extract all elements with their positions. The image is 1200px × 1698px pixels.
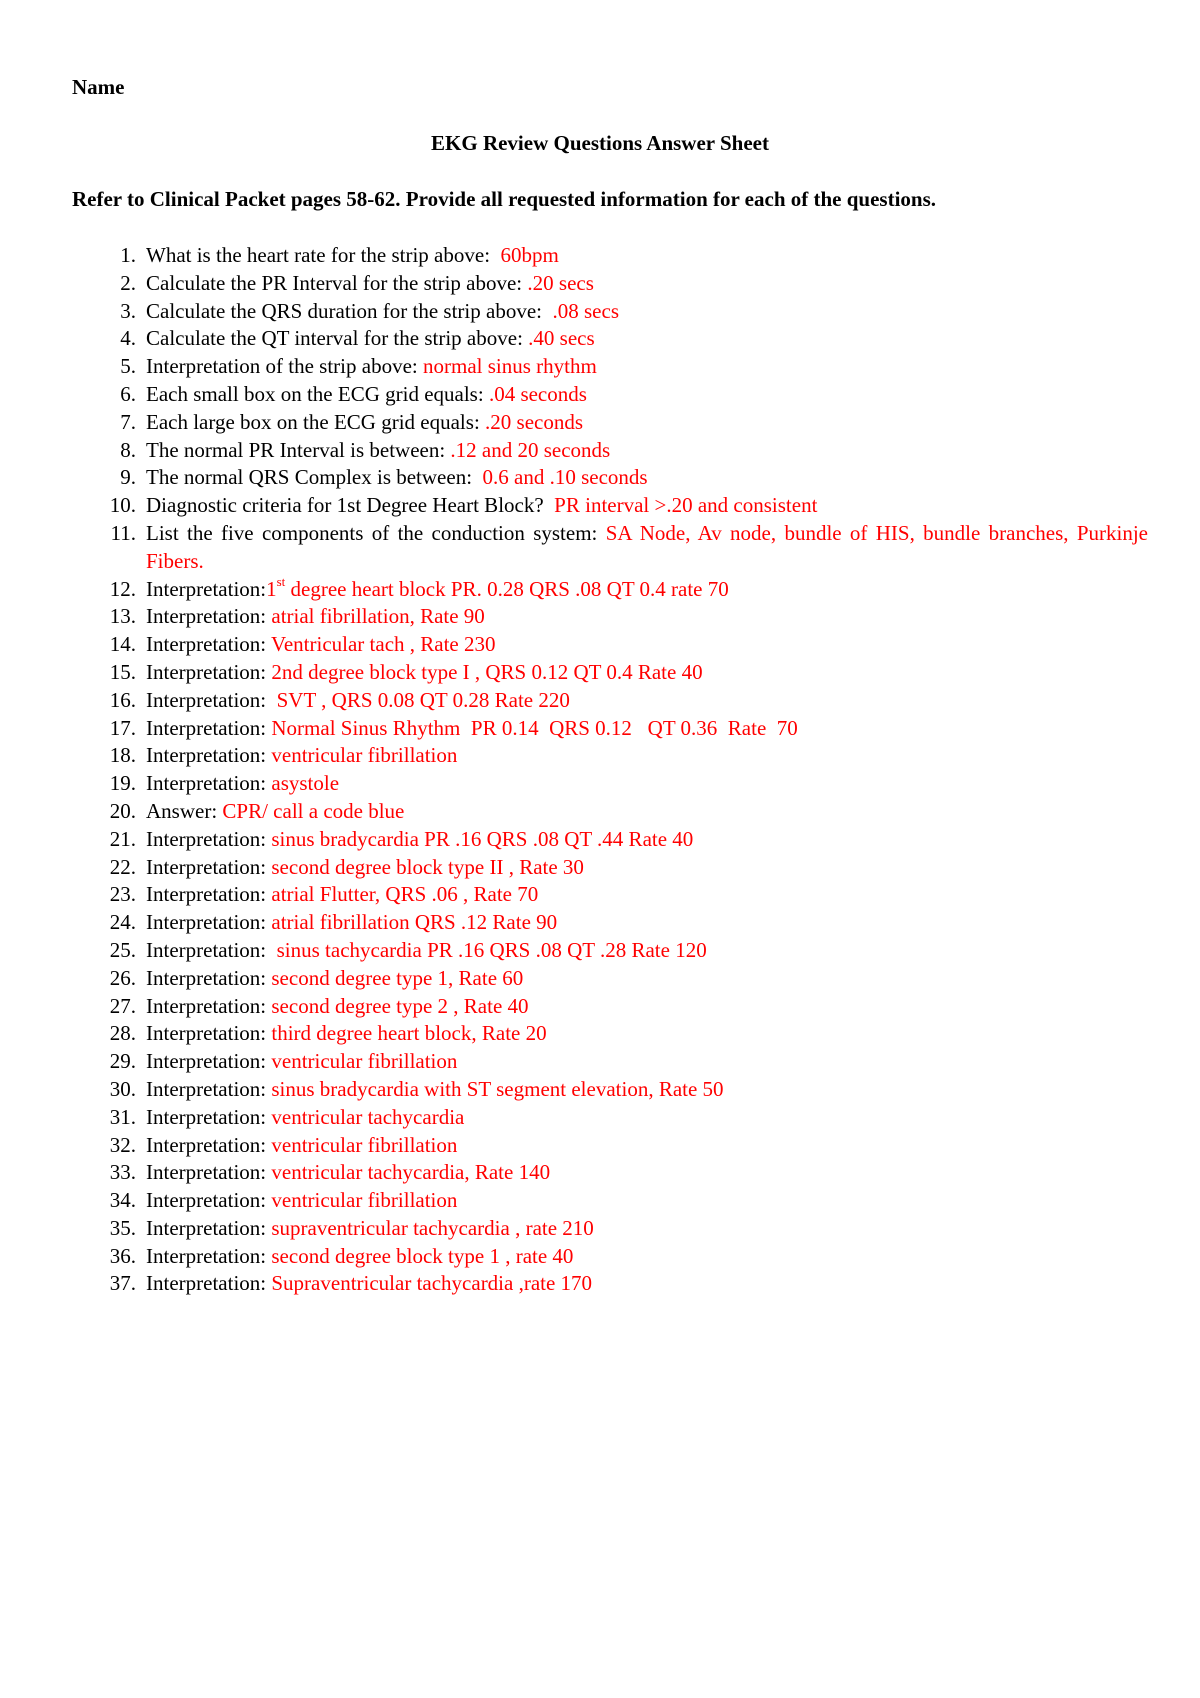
question-text: Calculate the PR Interval for the strip above: xyxy=(146,270,523,295)
item-number: 7. xyxy=(120,409,136,434)
answer-text: second degree type 2 , Rate 40 xyxy=(266,993,529,1018)
question-text: Interpretation: xyxy=(146,882,267,907)
list-item xyxy=(0,298,1200,326)
question-text: List the five components of the conduction system: xyxy=(146,520,598,545)
answer-text: sinus tachycardia PR .16 QRS .08 QT .28 Rate 120 xyxy=(266,937,707,962)
item-body xyxy=(146,326,595,350)
list-item xyxy=(0,1159,1200,1187)
item-body xyxy=(146,299,619,323)
answer-text: PR interval >.20 and consistent xyxy=(543,493,818,518)
answer-text: SVT , QRS 0.08 QT 0.28 Rate 220 xyxy=(266,687,570,712)
question-text: Interpretation: xyxy=(146,937,267,962)
list-item xyxy=(0,659,1200,687)
answer-text: second degree block type II , Rate 30 xyxy=(266,854,584,879)
instructions: Refer to Clinical Packet pages 58-62. Provide all requested information for each of the questions. xyxy=(72,187,937,211)
list-item xyxy=(0,1048,1200,1076)
list-item xyxy=(0,325,1200,353)
item-body xyxy=(146,827,693,851)
answer-text: second degree type 1, Rate 60 xyxy=(266,965,524,990)
item-body xyxy=(146,1216,594,1240)
item-body xyxy=(146,354,597,378)
item-number: 14. xyxy=(109,632,136,657)
list-item xyxy=(0,715,1200,743)
question-answer-list xyxy=(0,242,1200,1298)
answer-text: 1 xyxy=(266,576,277,601)
list-item xyxy=(0,1243,1200,1271)
item-body xyxy=(146,465,648,489)
question-text: Interpretation: xyxy=(146,1188,267,1213)
list-item xyxy=(0,687,1200,715)
list-item xyxy=(0,826,1200,854)
document-title: EKG Review Questions Answer Sheet xyxy=(431,131,769,155)
answer-text: .12 and 20 seconds xyxy=(445,437,611,462)
item-number: 33. xyxy=(109,1160,136,1185)
item-number: 30. xyxy=(109,1076,136,1101)
item-number: 11. xyxy=(110,520,136,545)
question-text: Interpretation: xyxy=(146,826,267,851)
item-body xyxy=(146,573,729,601)
answer-text: 2nd degree block type I , QRS 0.12 QT 0.4 Rate 40 xyxy=(266,659,703,684)
answer-text: ventricular fibrillation xyxy=(266,1132,458,1157)
item-body xyxy=(146,743,457,767)
list-item xyxy=(0,603,1200,631)
answer-text: ventricular tachycardia, Rate 140 xyxy=(266,1160,551,1185)
list-item xyxy=(0,631,1200,659)
item-body xyxy=(146,1133,457,1157)
answer-text: .20 seconds xyxy=(479,409,584,434)
item-body xyxy=(146,994,529,1018)
item-body xyxy=(146,688,570,712)
item-body xyxy=(146,271,594,295)
question-text: Interpretation: xyxy=(146,1076,267,1101)
answer-text: CPR/ call a code blue xyxy=(217,798,405,823)
list-item xyxy=(0,854,1200,882)
item-body xyxy=(146,520,1148,576)
question-text: Interpretation of the strip above: xyxy=(146,354,418,379)
list-item xyxy=(0,270,1200,298)
item-body xyxy=(146,1021,547,1045)
list-item xyxy=(0,353,1200,381)
answer-text: sinus bradycardia with ST segment elevation, Rate 50 xyxy=(266,1076,724,1101)
answer-text: supraventricular tachycardia , rate 210 xyxy=(266,1215,594,1240)
item-number: 13. xyxy=(109,604,136,629)
answer-text: asystole xyxy=(266,771,340,796)
item-body xyxy=(146,493,817,517)
answer-text: Ventricular tach , Rate 230 xyxy=(266,632,496,657)
answer-text: 0.6 and .10 seconds xyxy=(472,465,648,490)
question-text: Interpretation: xyxy=(146,1049,267,1074)
item-number: 16. xyxy=(109,687,136,712)
list-item xyxy=(0,742,1200,770)
answer-text: sinus bradycardia PR .16 QRS .08 QT .44 Rate 40 xyxy=(266,826,694,851)
item-body xyxy=(146,1077,724,1101)
item-body xyxy=(146,716,798,740)
list-item xyxy=(0,437,1200,465)
question-text: Interpretation: xyxy=(146,1021,267,1046)
question-text: Interpretation: xyxy=(146,1243,267,1268)
question-text: Calculate the QRS duration for the strip above: xyxy=(146,298,542,323)
list-item xyxy=(0,1187,1200,1215)
question-text: Diagnostic criteria for 1st Degree Heart Block? xyxy=(146,493,544,518)
answer-text: ventricular tachycardia xyxy=(266,1104,465,1129)
item-number: 23. xyxy=(109,882,136,907)
item-body xyxy=(146,410,583,434)
list-item xyxy=(0,770,1200,798)
item-body xyxy=(146,243,559,267)
item-body xyxy=(146,1160,550,1184)
question-text: Interpretation: xyxy=(146,1132,267,1157)
item-body xyxy=(146,438,610,462)
list-item xyxy=(0,242,1200,270)
item-number: 19. xyxy=(109,771,136,796)
item-body xyxy=(146,910,557,934)
answer-text: Normal Sinus Rhythm PR 0.14 QRS 0.12 QT 0.36 Rate 70 xyxy=(266,715,798,740)
item-number: 21. xyxy=(109,826,136,851)
list-item xyxy=(0,798,1200,826)
item-number: 5. xyxy=(120,354,136,379)
item-number: 18. xyxy=(109,743,136,768)
item-number: 4. xyxy=(120,326,136,351)
answer-text: atrial fibrillation QRS .12 Rate 90 xyxy=(266,910,558,935)
question-text: Interpretation: xyxy=(146,1215,267,1240)
list-item xyxy=(0,937,1200,965)
item-body xyxy=(146,632,496,656)
item-body xyxy=(146,1244,573,1268)
question-text: Interpretation: xyxy=(146,715,267,740)
answer-text: SA Node, Av node, bundle of HIS, bundle branches, Purkinje Fibers. xyxy=(146,520,1149,573)
question-text: Interpretation: xyxy=(146,604,267,629)
item-number: 6. xyxy=(120,381,136,406)
answer-text: ventricular fibrillation xyxy=(266,743,458,768)
question-text: Interpretation: xyxy=(146,965,267,990)
question-text: Interpretation: xyxy=(146,771,267,796)
list-item xyxy=(0,965,1200,993)
question-text: Interpretation: xyxy=(146,743,267,768)
item-number: 25. xyxy=(109,937,136,962)
answer-superscript: st xyxy=(276,573,286,589)
item-number: 32. xyxy=(109,1132,136,1157)
answer-text: 60bpm xyxy=(490,243,559,267)
list-item xyxy=(0,881,1200,909)
item-body xyxy=(146,1105,464,1129)
list-item xyxy=(0,1104,1200,1132)
item-number: 24. xyxy=(109,910,136,935)
item-body xyxy=(146,1188,457,1212)
item-number: 12. xyxy=(109,576,136,601)
item-body xyxy=(146,855,584,879)
item-number: 31. xyxy=(109,1104,136,1129)
answer-text: ventricular fibrillation xyxy=(266,1049,458,1074)
item-body xyxy=(146,1049,457,1073)
item-number: 1. xyxy=(120,243,136,267)
question-text: Each small box on the ECG grid equals: xyxy=(146,381,484,406)
answer-text-continued: degree heart block PR. 0.28 QRS .08 QT 0.4 rate 70 xyxy=(285,576,729,601)
question-text: Interpretation: xyxy=(146,632,267,657)
item-body xyxy=(146,382,587,406)
item-number: 15. xyxy=(109,659,136,684)
list-item xyxy=(0,492,1200,520)
question-text: Answer: xyxy=(146,798,218,823)
item-number: 2. xyxy=(120,270,136,295)
item-number: 20. xyxy=(109,798,136,823)
question-text: Interpretation: xyxy=(146,910,267,935)
question-text: Interpretation: xyxy=(146,1160,267,1185)
item-body xyxy=(146,938,707,962)
item-number: 35. xyxy=(109,1215,136,1240)
question-text: Calculate the QT interval for the strip above: xyxy=(146,326,523,351)
item-number: 34. xyxy=(109,1188,136,1213)
list-item xyxy=(0,1132,1200,1160)
item-number: 26. xyxy=(109,965,136,990)
question-text: What is the heart rate for the strip above: xyxy=(146,243,491,267)
question-text: Interpretation: xyxy=(146,659,267,684)
question-text: The normal QRS Complex is between: xyxy=(146,465,473,490)
item-body xyxy=(146,1271,592,1295)
answer-text: atrial fibrillation, Rate 90 xyxy=(266,604,485,629)
item-body xyxy=(146,966,523,990)
list-item xyxy=(0,1215,1200,1243)
list-item xyxy=(0,409,1200,437)
answer-text: third degree heart block, Rate 20 xyxy=(266,1021,547,1046)
question-text: Interpretation: xyxy=(146,576,267,601)
item-number: 22. xyxy=(109,854,136,879)
list-item xyxy=(0,1020,1200,1048)
question-text: The normal PR Interval is between: xyxy=(146,437,446,462)
item-body xyxy=(146,771,339,795)
question-text: Interpretation: xyxy=(146,1271,267,1296)
answer-text: .04 seconds xyxy=(483,381,587,406)
item-number: 17. xyxy=(109,715,136,740)
list-item xyxy=(0,464,1200,492)
question-text: Interpretation: xyxy=(146,854,267,879)
list-item xyxy=(0,573,1200,604)
item-body xyxy=(146,604,485,628)
item-number: 27. xyxy=(109,993,136,1018)
item-number: 8. xyxy=(120,437,136,462)
answer-text: .40 secs xyxy=(522,326,595,351)
list-item xyxy=(0,381,1200,409)
name-label: Name xyxy=(72,75,125,99)
question-text: Each large box on the ECG grid equals: xyxy=(146,409,480,434)
answer-text: ventricular fibrillation xyxy=(266,1188,458,1213)
item-body xyxy=(146,660,703,684)
item-number: 29. xyxy=(109,1049,136,1074)
item-number: 9. xyxy=(120,465,136,490)
item-body xyxy=(146,882,538,906)
answer-text: second degree block type 1 , rate 40 xyxy=(266,1243,574,1268)
question-text: Interpretation: xyxy=(146,1104,267,1129)
answer-text: normal sinus rhythm xyxy=(417,354,597,379)
item-number: 28. xyxy=(109,1021,136,1046)
answer-text: Supraventricular tachycardia ,rate 170 xyxy=(266,1271,593,1296)
question-text: Interpretation: xyxy=(146,687,267,712)
list-item xyxy=(0,1076,1200,1104)
answer-text: .20 secs xyxy=(522,270,594,295)
item-number: 10. xyxy=(109,493,136,518)
list-item xyxy=(0,993,1200,1021)
item-number: 37. xyxy=(109,1271,136,1296)
question-text: Interpretation: xyxy=(146,993,267,1018)
list-item xyxy=(0,1270,1200,1298)
answer-text: .08 secs xyxy=(542,298,619,323)
item-number: 36. xyxy=(109,1243,136,1268)
list-item xyxy=(0,520,1200,576)
item-body xyxy=(146,799,404,823)
list-item xyxy=(0,909,1200,937)
answer-text: atrial Flutter, QRS .06 , Rate 70 xyxy=(266,882,539,907)
item-number: 3. xyxy=(120,298,136,323)
